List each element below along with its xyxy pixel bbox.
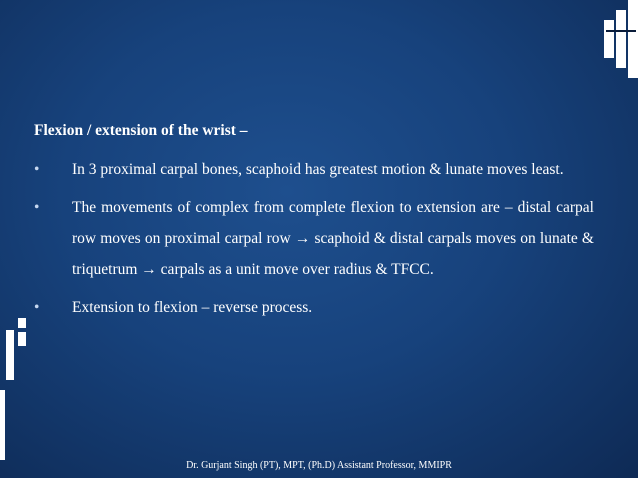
decor-bar-top-2 [616,10,626,68]
slide-content [34,122,594,330]
bullet-item [34,192,594,285]
bullet-text: Extension to flexion – reverse process. [72,299,313,316]
bullet-icon: • [34,299,40,316]
bullet-icon: • [34,161,40,178]
slide-heading: Flexion / extension of the wrist – [34,122,248,139]
slide-footer: Dr. Gurjant Singh (PT), MPT, (Ph.D) Assistant Professor, MMIPR [186,460,452,471]
decor-bar-top-1 [604,20,614,58]
decor-bar-left-1 [18,318,26,328]
decor-bar-left-3 [6,330,14,380]
decor-bar-left-4 [0,390,5,460]
bullet-text: The movements of complex from complete flexion to extension are – distal carpal row moves on proximal carpal row → scaphoid & distal carpals moves on lunate & triquetrum → carpals as a unit move over radius & TFCC. [72,199,594,278]
bullet-item [34,154,594,185]
bullet-text: In 3 proximal carpal bones, scaphoid has greatest motion & lunate moves least. [72,161,564,178]
decor-bar-top-3 [628,0,638,78]
decor-bar-left-2 [18,332,26,346]
bullet-item [34,292,594,323]
decor-line-top [606,30,636,32]
bullet-icon: • [34,199,40,216]
